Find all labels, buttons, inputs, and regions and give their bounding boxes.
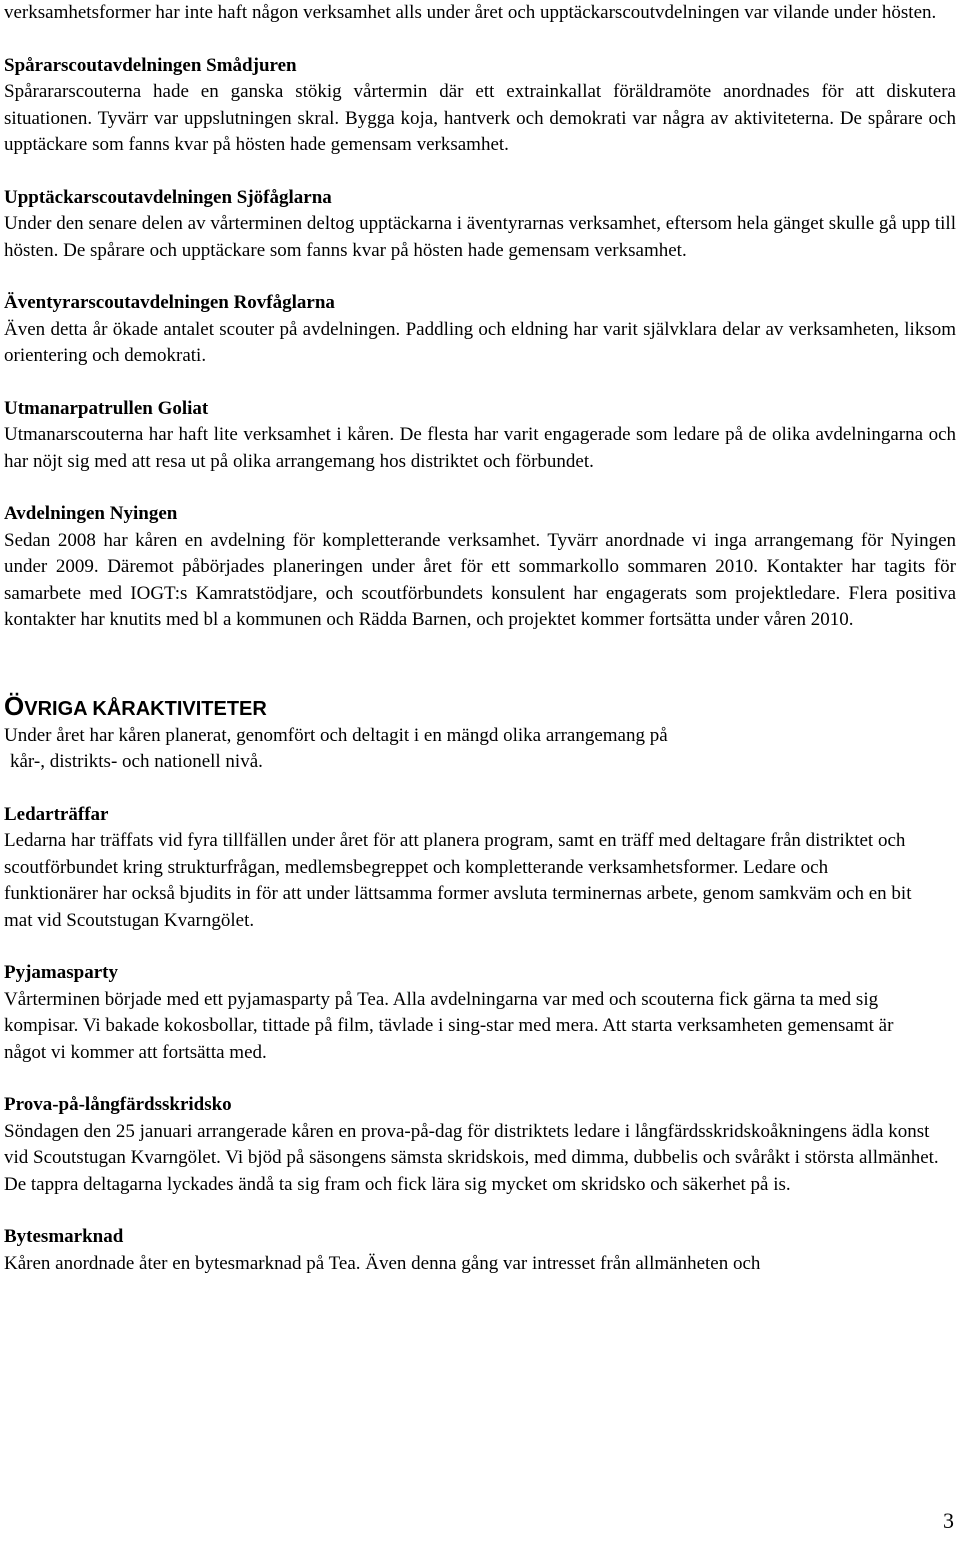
section-heading: Spårarscoutavdelningen Smådjuren bbox=[4, 54, 297, 76]
goliat-section bbox=[4, 396, 956, 476]
activity-paragraph: Kåren anordnade åter en bytesmarknad på Tea. Även denna gång var intresset från allmänheten och bbox=[4, 1252, 761, 1274]
skridsko-section bbox=[4, 1092, 956, 1198]
rovfaglarna-section bbox=[4, 290, 956, 370]
ovriga-section bbox=[4, 692, 956, 776]
bytesmarknad-section bbox=[4, 1224, 956, 1277]
major-intro-line-2: kår-, distrikts- och nationell nivå. bbox=[10, 751, 263, 772]
ledartraffar-section bbox=[4, 802, 956, 935]
major-intro-line-1: Under året har kåren planerat, genomfört och deltagit i en mängd olika arrangemang på bbox=[4, 724, 668, 746]
major-heading-initial: Ö bbox=[4, 690, 25, 721]
document-page bbox=[4, 0, 956, 1303]
activity-paragraph: Söndagen den 25 januari arrangerade kåren en prova-på-dag för distriktets ledare i långfärdsskridskoåkningens ädla konst vid Scoutstugan Kvarngölet. Vi bjöd på säsongens sämsta skridskois, med dimma, dubbelis och svåråkt i största allmänhet. De tappra deltagarna lyckades ändå ta sig fram och fick lära sig mycket om skridsko och säkerhet på is. bbox=[4, 1120, 939, 1195]
section-paragraph: Utmanarscouterna har haft lite verksamhet i kåren. De flesta har varit engagerade som ledare på de olika avdelningarna och har nöjt sig med att resa ut på olika arrangemang hos distriktet och förbundet. bbox=[4, 424, 956, 472]
section-paragraph: Även detta år ökade antalet scouter på avdelningen. Paddling och eldning har varit självklara delar av verksamheten, liksom orientering och demokrati. bbox=[4, 318, 956, 366]
section-paragraph: Spårararscouterna hade en ganska stökig vårtermin där ett extrainkallat föräldramöte anordnades för att diskutera situationen. Tyvärr var uppslutningen skral. Bygga koja, hantverk och demokrati var några av aktiviteterna. De spårare och upptäckare som fanns kvar på hösten hade gemensam verksamhet. bbox=[4, 81, 956, 155]
section-heading: Äventyrarscoutavdelningen Rovfåglarna bbox=[4, 292, 335, 313]
section-heading: Avdelningen Nyingen bbox=[4, 503, 178, 524]
activity-heading: Prova-på-långfärdsskridsko bbox=[4, 1094, 232, 1115]
section-heading: Upptäckarscoutavdelningen Sjöfåglarna bbox=[4, 186, 332, 208]
activity-heading: Ledarträffar bbox=[4, 803, 109, 825]
section-paragraph: Under den senare delen av vårterminen deltog upptäckarna i äventyrarnas verksamhet, eftersom hela gänget skulle gå upp till hösten. De spårare och upptäckare som fanns kvar på hösten hade gemensam verksamhet. bbox=[4, 213, 956, 261]
section-heading: Utmanarpatrullen Goliat bbox=[4, 397, 209, 419]
activity-paragraph: Ledarna har träffats vid fyra tillfällen under året för att planera program, samt en träff med deltagare från distriktet och scoutförbundet kring strukturfrågan, medlemsbegreppet och kompletterande verksamhetsformer. Ledare och funktionärer har också bjudits in för att under lättsamma former avsluta terminernas arbete, genom samkväm och en bit mat vid Scoutstugan Kvarngölet. bbox=[4, 830, 912, 931]
intro-paragraph: verksamhetsformer har inte haft någon verksamhet alls under året och upptäckarscoutvdelningen var vilande under hösten. bbox=[4, 2, 937, 23]
section-paragraph: Sedan 2008 har kåren en avdelning för kompletterande verksamhet. Tyvärr anordnade vi inga arrangemang för Nyingen under 2009. Däremot påbörjades planeringen under året för ett sommarkollo sommaren 2010. Kontakter har tagits för samarbete med IOGT:s Kamratstödjare, och scoutförbundets konsulent har engagerats som projektledare. Flera positiva kontakter har knutits med bl a kommunen och Rädda Barnen, och projektet kommer fortsätta under våren 2010. bbox=[4, 529, 956, 630]
sjofaglarna-section bbox=[4, 185, 956, 265]
activity-paragraph: Vårterminen började med ett pyjamasparty på Tea. Alla avdelningarna var med och scouterna fick gärna ta med sig kompisar. Vi bakade kokosbollar, tittade på film, tävlade i sing-star med mera. Att starta verksamheten gemensamt är något vi kommer att fortsätta med. bbox=[4, 988, 894, 1063]
activity-heading: Bytesmarknad bbox=[4, 1226, 124, 1247]
major-heading-rest: VRIGA KÅRAKTIVITETER bbox=[24, 697, 267, 720]
major-heading bbox=[4, 692, 956, 723]
page-number: 3 bbox=[943, 1508, 954, 1533]
intro-section bbox=[4, 0, 956, 27]
activity-heading: Pyjamasparty bbox=[4, 962, 118, 983]
nyingen-section bbox=[4, 501, 956, 634]
smadjuren-section bbox=[4, 53, 956, 159]
pyjamasparty-section bbox=[4, 960, 956, 1066]
